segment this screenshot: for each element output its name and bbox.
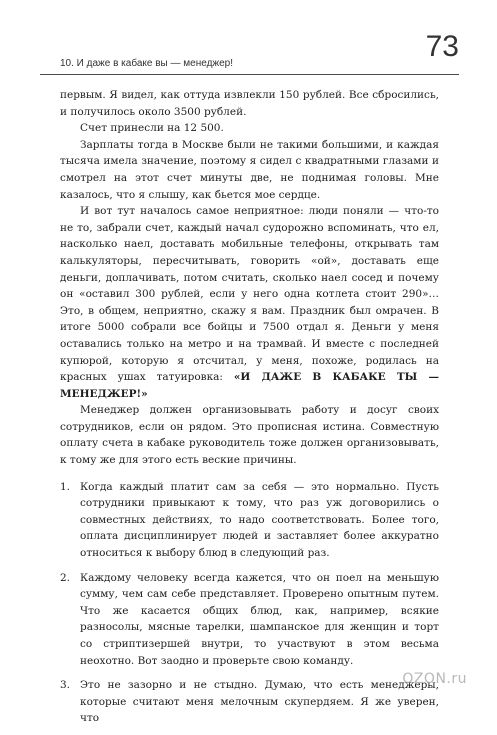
paragraph: Счет принесли на 12 500. (80, 122, 224, 135)
chapter-title: 10. И даже в кабаке вы — менеджер! (60, 58, 233, 69)
list-item-text: Каждому человеку всегда кажется, что он поел на меньшую сумму, чем сам себе представляет. Проверено опытным путем. Что же касается общих блюд, как, например, всякие разносолы, мясные тарелки, шампанское для женщин и торт со стриптизершей внутри, то участвуют в этом весьма неохотно. Вот заодно и проверьте свою команду. (80, 571, 439, 667)
list-item-text: Это не зазорно и не стыдно. Думаю, что есть менеджеры, которые считают меня мелочным скупердяем. Я же уверен, что (80, 679, 439, 725)
list-item (60, 677, 439, 727)
ozon-watermark: OZON.ru (402, 671, 467, 687)
paragraph (60, 203, 439, 402)
list-number: 2. (60, 571, 71, 584)
list-item (60, 570, 439, 670)
emphasis-phrase: «И ДАЖЕ В КАБАКЕ ТЫ — МЕНЕДЖЕР!» (60, 371, 439, 400)
paragraph: Менеджер должен организовывать работу и досуг своих сотрудников, если он рядом. Это прописная истина. Совместную оплату счета в кабаке руководитель тоже должен организовывать, к тому же для этого есть веские причины. (60, 404, 439, 467)
paragraph: первым. Я видел, как оттуда извлекли 150 рублей. Все сбросились, и получилось около 3500 рублей. (60, 89, 439, 118)
page-body (60, 87, 439, 735)
page-number: 73 (425, 30, 459, 63)
list-item (60, 479, 439, 562)
paragraph: Зарплаты тогда в Москве были не такими большими, и каждая тысяча имела значение, поэтому я сидел с квадратными глазами и смотрел на этот счет минуты две, не поднимая головы. Мне казалось, что я слышу, как бьется мое сердце. (60, 138, 439, 201)
list-item-text: Когда каждый платит сам за себя — это нормально. Пусть сотрудники привыкают к тому, что раз уж договорились о совместных действиях, то надо соответствовать. Более того, оплата дисциплинирует людей и заставляет более аккуратно относиться к выбору блюд в следующий раз. (80, 480, 439, 560)
paragraph-text: И вот тут началось самое неприятное: люди поняли — что-то не то, забрали счет, каждый начал судорожно вспоминать, что ел, насколько наел, доставать мобильные телефоны, открывать там калькуляторы, пересчитывать, говорить «ой», доставать еще деньги, доплачивать, потом считать, сколько наел сосед и почему он «оставил 300 рублей, если у него одна котлета стоит 290»… Это, в общем, неприятно, скажу я вам. Праздник был омрачен. В итоге 5000 собрали все бойцы и 7500 отдал я. Деньги у меня оставались только на метро и на трамвай. И вместе с последней купюрой, которую я отсчитал, у меня, похоже, родилась на красных ушах татуировка: (60, 205, 439, 384)
list-number: 3. (60, 679, 71, 692)
list-number: 1. (60, 480, 71, 493)
running-header (40, 30, 459, 75)
numbered-list (60, 479, 439, 727)
